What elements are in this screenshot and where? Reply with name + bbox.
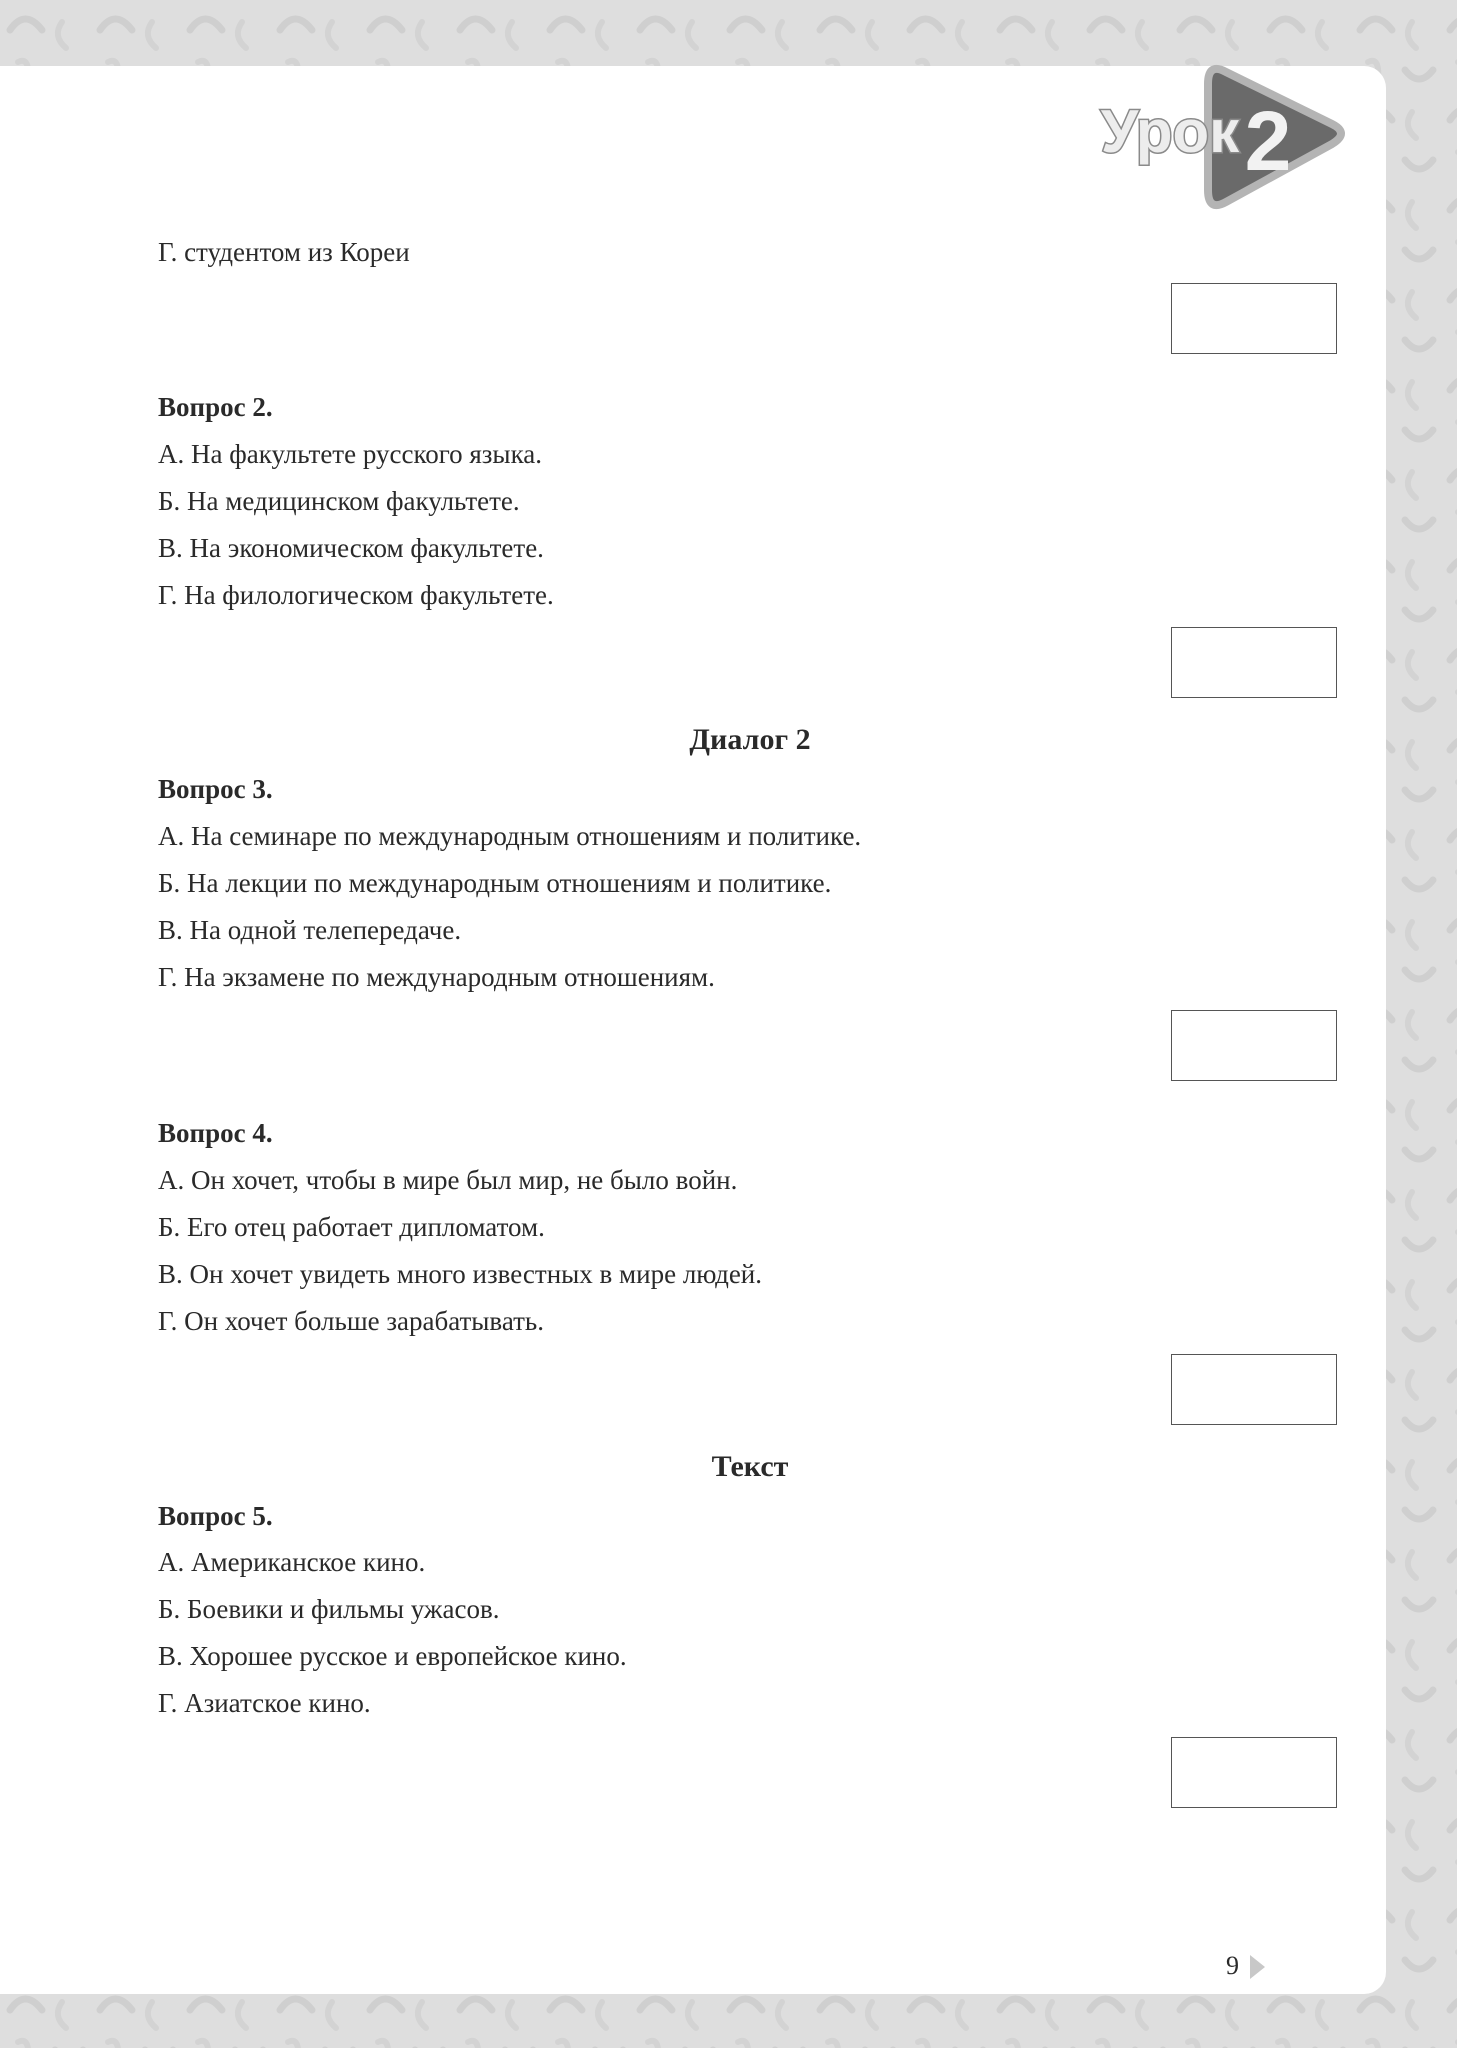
question-2-option-g: Г. На филологическом факультете. <box>158 580 554 610</box>
question-4-label: Вопрос 4. <box>158 1118 273 1148</box>
answer-box-2[interactable] <box>1171 627 1337 698</box>
question-5-option-g: Г. Азиатское кино. <box>158 1688 371 1718</box>
question-3-option-g: Г. На экзамене по международным отношениям. <box>158 962 715 992</box>
question-2-option-b: Б. На медицинском факультете. <box>158 486 520 516</box>
lesson-number: 2 <box>1244 94 1292 188</box>
question-2-label: Вопрос 2. <box>158 392 273 422</box>
question-5-option-b: Б. Боевики и фильмы ужасов. <box>158 1594 500 1624</box>
question-5-option-a: А. Американское кино. <box>158 1547 426 1577</box>
question-5-label: Вопрос 5. <box>158 1501 273 1531</box>
answer-box-3[interactable] <box>1171 1010 1337 1081</box>
question-4-option-g: Г. Он хочет больше зарабатывать. <box>158 1306 544 1336</box>
question-3-option-v: В. На одной телепередаче. <box>158 915 462 945</box>
question-3-option-a: А. На семинаре по международным отношениям и политике. <box>158 821 862 851</box>
question-4-option-a: А. Он хочет, чтобы в мире был мир, не было войн. <box>158 1165 738 1195</box>
question-2-option-a: А. На факультете русского языка. <box>158 439 543 469</box>
question-4-option-v: В. Он хочет увидеть много известных в мире людей. <box>158 1259 763 1289</box>
answer-box-4[interactable] <box>1171 1354 1337 1425</box>
question-2-option-v: В. На экономическом факультете. <box>158 533 544 563</box>
lesson-badge <box>1060 38 1370 218</box>
page-arrow-icon <box>1250 1955 1265 1979</box>
answer-box-1[interactable] <box>1171 283 1337 354</box>
question-3-label: Вопрос 3. <box>158 774 273 804</box>
question-5-option-v: В. Хорошее русское и европейское кино. <box>158 1641 627 1671</box>
question-4-option-b: Б. Его отец работает дипломатом. <box>158 1212 545 1242</box>
section-heading-dialog-2: Диалог 2 <box>689 723 811 756</box>
page-number: 9 <box>1226 1951 1239 1980</box>
option-g-student-korea: Г. студентом из Кореи <box>158 237 410 267</box>
section-heading-text: Текст <box>711 1450 789 1483</box>
lesson-word: Урок <box>1100 98 1240 165</box>
question-3-option-b: Б. На лекции по международным отношениям и политике. <box>158 868 832 898</box>
answer-box-5[interactable] <box>1171 1737 1337 1808</box>
